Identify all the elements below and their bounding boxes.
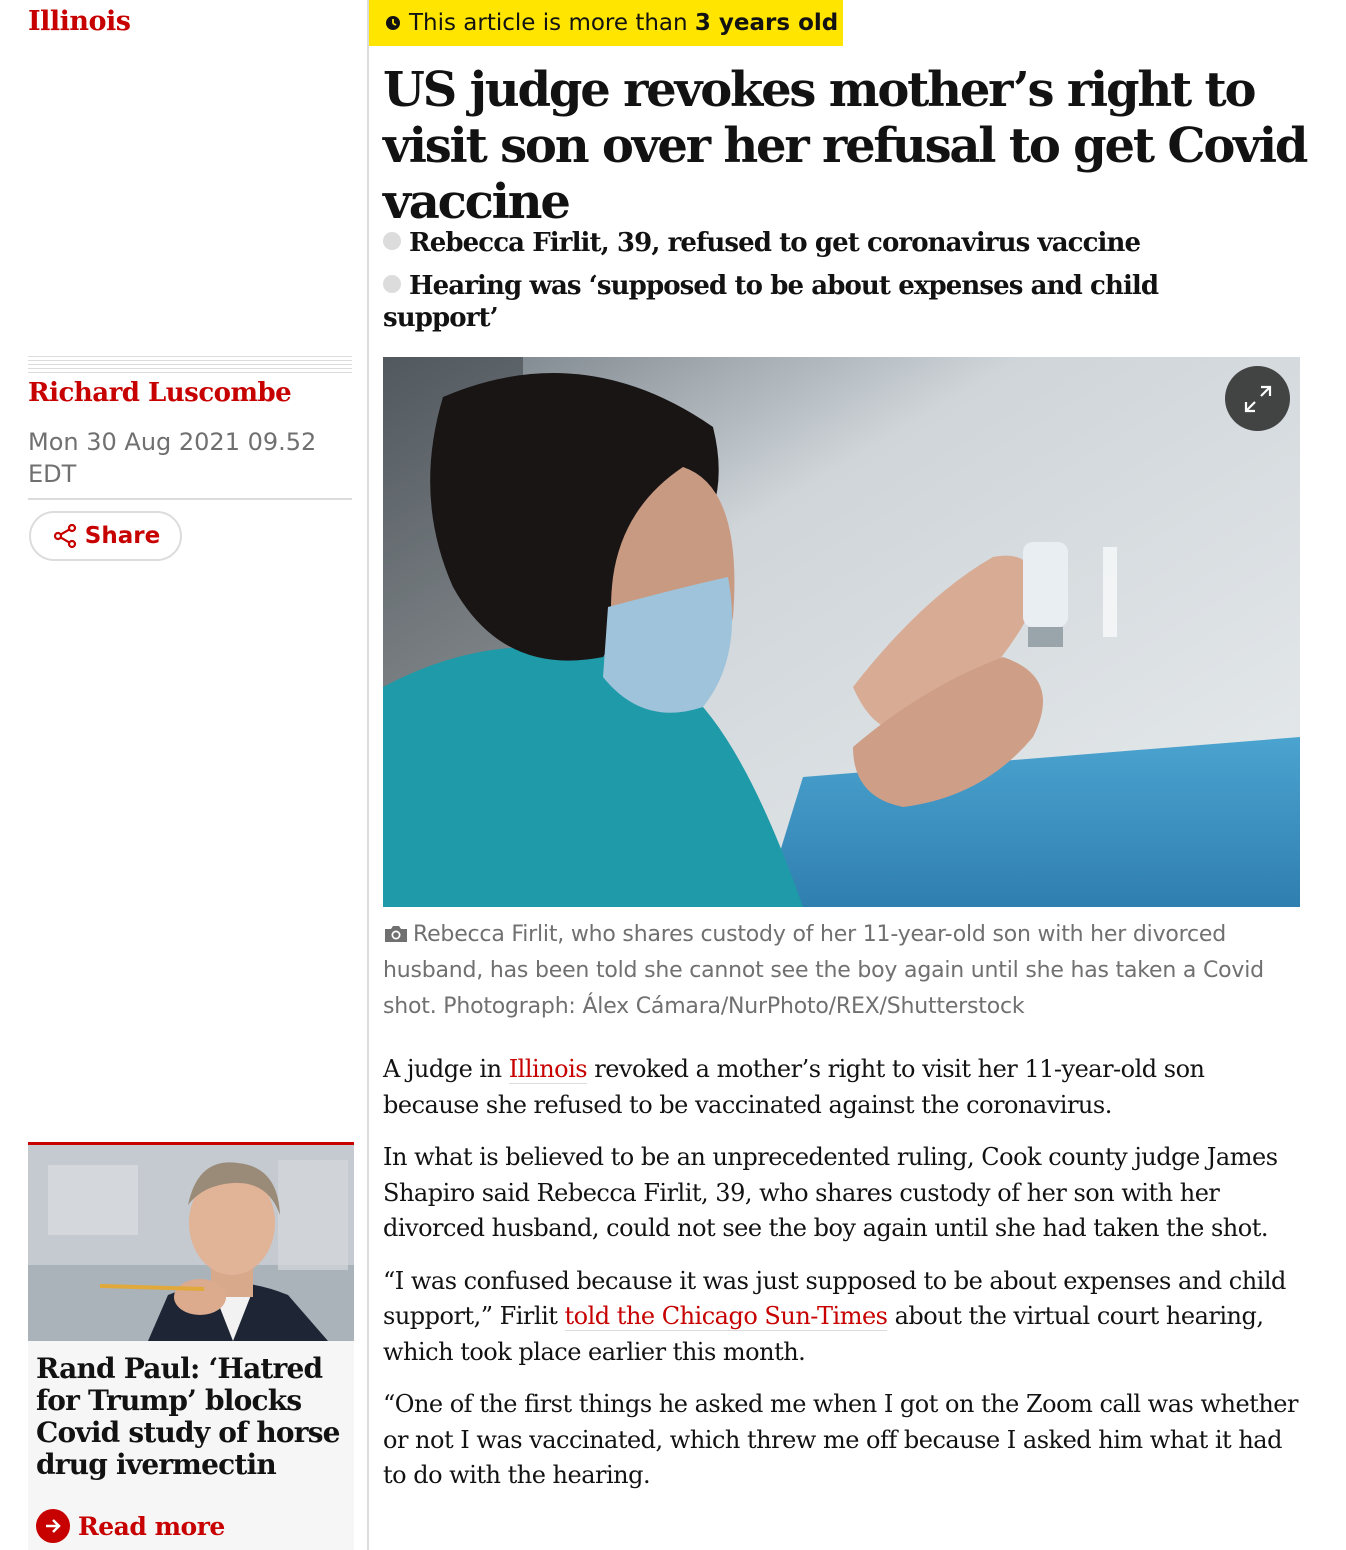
share-button[interactable] — [29, 511, 182, 561]
body-paragraph: A judge in Illinois revoked a mother’s right to visit her 11-year-old son because she refused to be vaccinated against the coronavirus. — [383, 1055, 1205, 1119]
bullet-icon — [383, 232, 401, 250]
banner-prefix: This article is more than — [409, 10, 695, 36]
expand-image-button[interactable] — [1225, 366, 1290, 431]
illinois-link[interactable]: Illinois — [508, 1055, 588, 1083]
related-article-headline: Rand Paul: ‘Hatred for Trump’ blocks Covid study of horse drug ivermectin — [36, 1352, 340, 1481]
standfirst-list — [383, 226, 1183, 344]
camera-icon — [383, 924, 409, 944]
clock-icon — [385, 15, 401, 31]
read-more-link[interactable] — [36, 1509, 225, 1543]
standfirst-item: Hearing was ‘supposed to be about expenses and child support’ — [383, 271, 1159, 333]
body-paragraph: In what is believed to be an unprecedented ruling, Cook county judge James Shapiro said Rebecca Firlit, 39, who shares custody of her son with her divorced husband, could not see the boy again until she had taken the shot. — [383, 1143, 1278, 1242]
article-body — [383, 1052, 1303, 1511]
article-age-banner — [369, 0, 843, 46]
expand-icon — [1240, 381, 1276, 417]
article-headline: US judge revokes mother’s right to visit son over her refusal to get Covid vaccine — [383, 62, 1307, 230]
caption-text: Rebecca Firlit, who shares custody of her 11-year-old son with her divorced husband, has been told she cannot see the boy again until she has taken a Covid shot. Photograph: Álex Cámara/NurPhoto/REX/Shutterstock — [383, 922, 1264, 1019]
author-byline[interactable]: Richard Luscombe — [28, 378, 292, 408]
banner-emphasis: 3 years old — [694, 10, 839, 36]
standfirst-item: Rebecca Firlit, 39, refused to get coronavirus vaccine — [383, 226, 1183, 260]
related-article-card[interactable] — [28, 1142, 354, 1550]
column-divider — [367, 0, 369, 1550]
sun-times-link[interactable]: told the Chicago Sun-Times — [564, 1302, 888, 1330]
body-paragraph: “I was confused because it was just supposed to be about expenses and child support,” Firlit told the Chicago Sun-Times about the virtual court hearing, which took place earlier this month. — [383, 1266, 1286, 1366]
publish-date: Mon 30 Aug 2021 09.52 EDT — [28, 428, 317, 488]
bullet-icon — [383, 275, 401, 293]
section-link-illinois[interactable]: Illinois — [28, 6, 131, 37]
byline-divider — [28, 356, 352, 376]
main-article-photo — [383, 357, 1300, 907]
left-column — [0, 0, 368, 1550]
share-icon — [51, 522, 79, 550]
arrow-right-icon — [36, 1509, 70, 1543]
photo-caption — [383, 917, 1293, 1025]
read-more-label: Read more — [78, 1511, 225, 1541]
share-label: Share — [84, 523, 161, 549]
body-paragraph: “One of the first things he asked me when I got on the Zoom call was whether or not I was vaccinated, which threw me off because I asked him what it had to do with the hearing. — [383, 1390, 1298, 1489]
date-divider — [28, 498, 352, 500]
related-article-photo — [28, 1145, 354, 1341]
